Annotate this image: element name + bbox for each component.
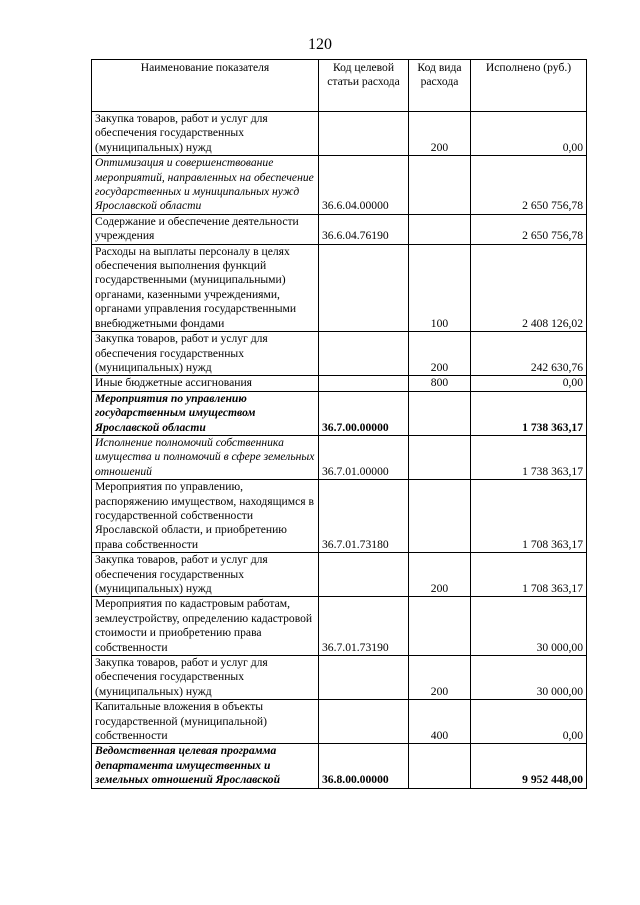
cell-target-code xyxy=(319,700,409,744)
cell-name: Исполнение полномочий собственника имущества и полномочий в сфере земельных отношений xyxy=(92,435,319,479)
table-row xyxy=(92,244,587,331)
cell-target-code xyxy=(319,244,409,331)
cell-target-code: 36.7.01.73180 xyxy=(319,480,409,553)
cell-name: Мероприятия по управлению государственным имуществом Ярославской области xyxy=(92,391,319,435)
cell-amount: 1 738 363,17 xyxy=(471,435,587,479)
cell-kind-code xyxy=(409,435,471,479)
cell-amount: 30 000,00 xyxy=(471,597,587,656)
cell-name: Оптимизация и совершенствование мероприятий, направленных на обеспечение государственных и муниципальных нужд Ярославской области xyxy=(92,156,319,215)
table-header-row xyxy=(92,60,587,112)
cell-amount: 1 738 363,17 xyxy=(471,391,587,435)
table-row xyxy=(92,700,587,744)
cell-name: Иные бюджетные ассигнования xyxy=(92,376,319,391)
cell-name: Мероприятия по кадастровым работам, землеустройству, определению кадастровой стоимости и приобретению права собственности xyxy=(92,597,319,656)
cell-amount: 2 650 756,78 xyxy=(471,214,587,244)
cell-kind-code: 200 xyxy=(409,112,471,156)
cell-name: Закупка товаров, работ и услуг для обеспечения государственных (муниципальных) нужд xyxy=(92,112,319,156)
cell-name: Расходы на выплаты персоналу в целях обеспечения выполнения функций государственными (муниципальными) органами, казенными учреждениями, органами управления государственными внебюджетными фондами xyxy=(92,244,319,331)
table-row xyxy=(92,391,587,435)
table-row xyxy=(92,480,587,553)
header-target-code: Код целевой статьи расхода xyxy=(319,60,409,112)
cell-kind-code xyxy=(409,214,471,244)
cell-target-code xyxy=(319,553,409,597)
cell-amount: 0,00 xyxy=(471,700,587,744)
cell-target-code xyxy=(319,332,409,376)
cell-name: Мероприятия по управлению, распоряжению имуществом, находящимся в государственной собственности Ярославской области, и приобретению права собственности xyxy=(92,480,319,553)
cell-target-code: 36.7.00.00000 xyxy=(319,391,409,435)
table-row xyxy=(92,214,587,244)
table-row xyxy=(92,332,587,376)
cell-amount: 30 000,00 xyxy=(471,656,587,700)
cell-name: Закупка товаров, работ и услуг для обеспечения государственных (муниципальных) нужд xyxy=(92,553,319,597)
cell-amount: 1 708 363,17 xyxy=(471,553,587,597)
table-row xyxy=(92,656,587,700)
cell-amount: 2 408 126,02 xyxy=(471,244,587,331)
budget-table xyxy=(91,59,587,789)
cell-target-code xyxy=(319,656,409,700)
cell-kind-code xyxy=(409,744,471,788)
cell-name: Ведомственная целевая программа департамента имущественных и земельных отношений Ярославской xyxy=(92,744,319,788)
header-name: Наименование показателя xyxy=(92,60,319,112)
cell-kind-code: 200 xyxy=(409,332,471,376)
cell-name: Содержание и обеспечение деятельности учреждения xyxy=(92,214,319,244)
table-body xyxy=(92,112,587,789)
header-kind-code: Код вида расхода xyxy=(409,60,471,112)
cell-amount: 0,00 xyxy=(471,112,587,156)
cell-target-code xyxy=(319,112,409,156)
cell-kind-code: 100 xyxy=(409,244,471,331)
cell-target-code: 36.6.04.00000 xyxy=(319,156,409,215)
cell-kind-code: 200 xyxy=(409,656,471,700)
page-number: 120 xyxy=(308,36,332,53)
cell-name: Закупка товаров, работ и услуг для обеспечения государственных (муниципальных) нужд xyxy=(92,656,319,700)
cell-target-code: 36.6.04.76190 xyxy=(319,214,409,244)
cell-amount: 242 630,76 xyxy=(471,332,587,376)
cell-target-code: 36.7.01.00000 xyxy=(319,435,409,479)
cell-name: Закупка товаров, работ и услуг для обеспечения государственных (муниципальных) нужд xyxy=(92,332,319,376)
cell-kind-code: 800 xyxy=(409,376,471,391)
cell-amount: 0,00 xyxy=(471,376,587,391)
cell-kind-code xyxy=(409,156,471,215)
cell-kind-code xyxy=(409,391,471,435)
cell-kind-code xyxy=(409,480,471,553)
cell-target-code xyxy=(319,376,409,391)
cell-kind-code: 200 xyxy=(409,553,471,597)
cell-amount: 2 650 756,78 xyxy=(471,156,587,215)
cell-amount: 9 952 448,00 xyxy=(471,744,587,788)
header-amount: Исполнено (руб.) xyxy=(471,60,587,112)
cell-target-code: 36.7.01.73190 xyxy=(319,597,409,656)
table-row xyxy=(92,553,587,597)
cell-kind-code: 400 xyxy=(409,700,471,744)
table-row xyxy=(92,112,587,156)
cell-target-code: 36.8.00.00000 xyxy=(319,744,409,788)
cell-amount: 1 708 363,17 xyxy=(471,480,587,553)
cell-kind-code xyxy=(409,597,471,656)
table-row xyxy=(92,435,587,479)
table-row xyxy=(92,744,587,788)
table-row xyxy=(92,376,587,391)
table-row xyxy=(92,597,587,656)
table-row xyxy=(92,156,587,215)
cell-name: Капитальные вложения в объекты государственной (муниципальной) собственности xyxy=(92,700,319,744)
